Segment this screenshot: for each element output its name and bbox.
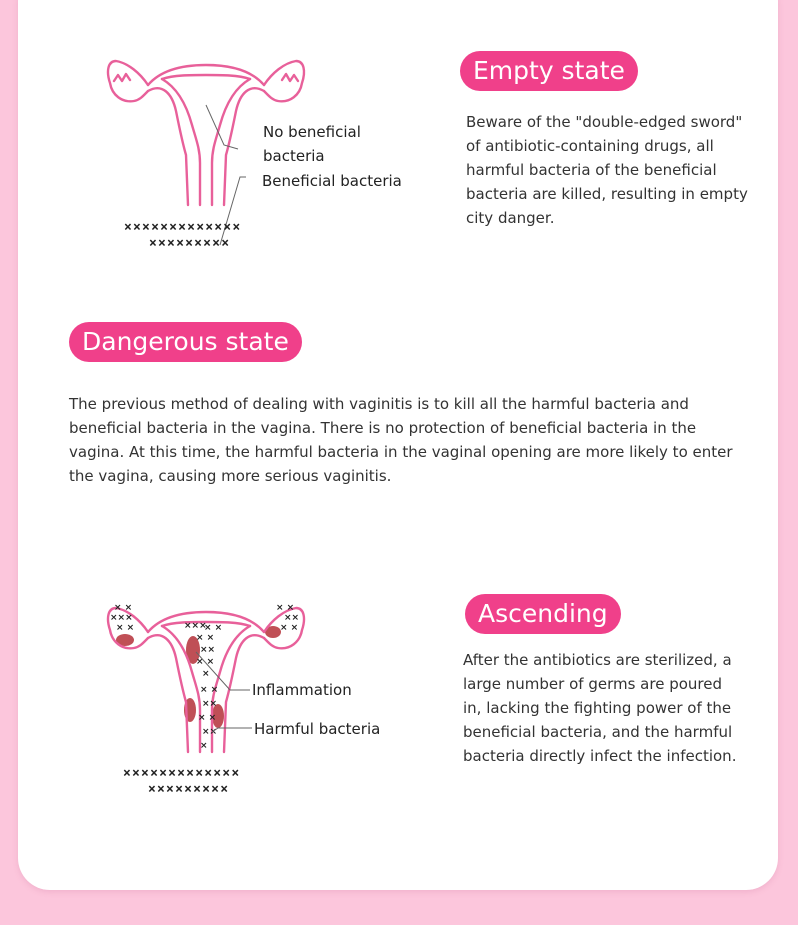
svg-text:× ×: × × [204,623,223,633]
dangerous-state-title: Dangerous state [69,322,302,362]
bacteria-row-2: ××××××××× [148,782,230,797]
ascending-title: Ascending [465,594,621,634]
svg-text:× ×: × × [116,623,135,633]
svg-text:× ×: × × [276,603,295,613]
bacteria-row-1: ××××××××××××× [123,766,241,781]
svg-text:××: ×× [284,613,300,623]
svg-text:××: ×× [202,727,218,737]
svg-text:××: ×× [200,645,216,655]
label-harmful: Harmful bacteria [254,720,381,738]
empty-state-title: Empty state [460,51,638,91]
bacteria-row-1: ××××××××××××× [124,220,242,235]
svg-text:× ×: × × [200,685,219,695]
svg-text:× ×: × × [114,603,133,613]
svg-text:× ×: × × [198,713,217,723]
svg-text:× ×: × × [196,657,215,667]
dangerous-state-text: The previous method of dealing with vaginitis is to kill all the harmful bacteria and beneficial bacteria in the vagina. There is no protection of beneficial bacteria in the vagina. At this time, the harmful bacteria in the vaginal opening are more likely to enter the vagina, causing more serious vaginitis. [69,395,733,485]
svg-text:×××: ××× [184,621,207,631]
svg-text:×: × [202,669,210,679]
ascending-text: After the antibiotics are sterilized, a large number of germs are poured in, lacking the fighting power of the beneficial bacteria, and the harmful bacteria directly infect the infection. [463,651,737,765]
empty-state-text: Beware of the "double-edged sword" of antibiotic-containing drugs, all harmful bacteria of the beneficial bacteria are killed, resulting in empty city danger. [466,113,748,227]
svg-text:× ×: × × [280,623,299,633]
svg-text:×××: ××× [110,613,133,623]
svg-text:× ×: × × [196,633,215,643]
label-beneficial: Beneficial bacteria [262,172,402,190]
svg-text:××: ×× [202,699,218,709]
bacteria-row-2: ××××××××× [149,236,231,251]
label-inflammation: Inflammation [252,681,352,699]
label-no-beneficial: No beneficial bacteria [263,123,361,165]
svg-text:×: × [200,741,208,751]
